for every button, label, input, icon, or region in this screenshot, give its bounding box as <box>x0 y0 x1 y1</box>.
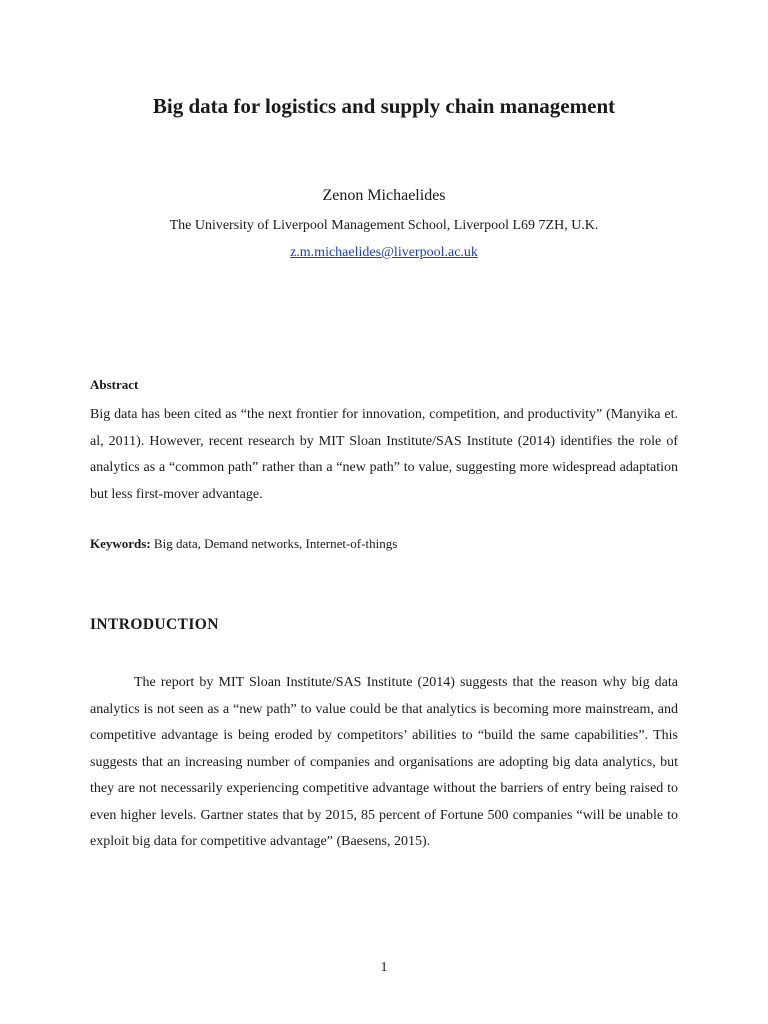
introduction-heading: INTRODUCTION <box>90 616 219 633</box>
author-email <box>0 245 768 261</box>
paper-title: Big data for logistics and supply chain management <box>152 94 616 118</box>
author-name: Zenon Michaelides <box>322 187 446 204</box>
keywords-text: Big data, Demand networks, Internet-of-things <box>150 536 398 551</box>
email-link[interactable]: z.m.michaelides@liverpool.ac.uk <box>290 245 478 260</box>
page-number: 1 <box>380 960 388 975</box>
keywords-label: Keywords: <box>90 536 151 551</box>
introduction-paragraph: The report by MIT Sloan Institute/SAS Institute (2014) suggests that the reason why big data analytics is not seen as a “new path” to value could be that analytics is becoming more mainstream, and competitive advantage is being eroded by competitors’ abilities to “build the same capabilities”. This suggests that an increasing number of companies and organisations are adopting big data analytics, but they are not necessarily experiencing competitive advantage without the barriers of entry being raised to even higher levels. Gartner states that by 2015, 85 percent of Fortune 500 companies “will be unable to exploit big data for competitive advantage” (Baesens, 2015). <box>90 675 678 849</box>
keywords-line <box>90 536 397 552</box>
author-affiliation: The University of Liverpool Management School, Liverpool L69 7ZH, U.K. <box>169 218 599 233</box>
abstract-text: Big data has been cited as “the next frontier for innovation, competition, and productivity” (Manyika et. al, 2011). However, recent research by MIT Sloan Institute/SAS Institute (2014) identifies the role of analytics as a “common path” rather than a “new path” to value, suggesting more widespread adaptation but less first-mover advantage. <box>90 407 678 502</box>
abstract-heading: Abstract <box>90 377 139 392</box>
